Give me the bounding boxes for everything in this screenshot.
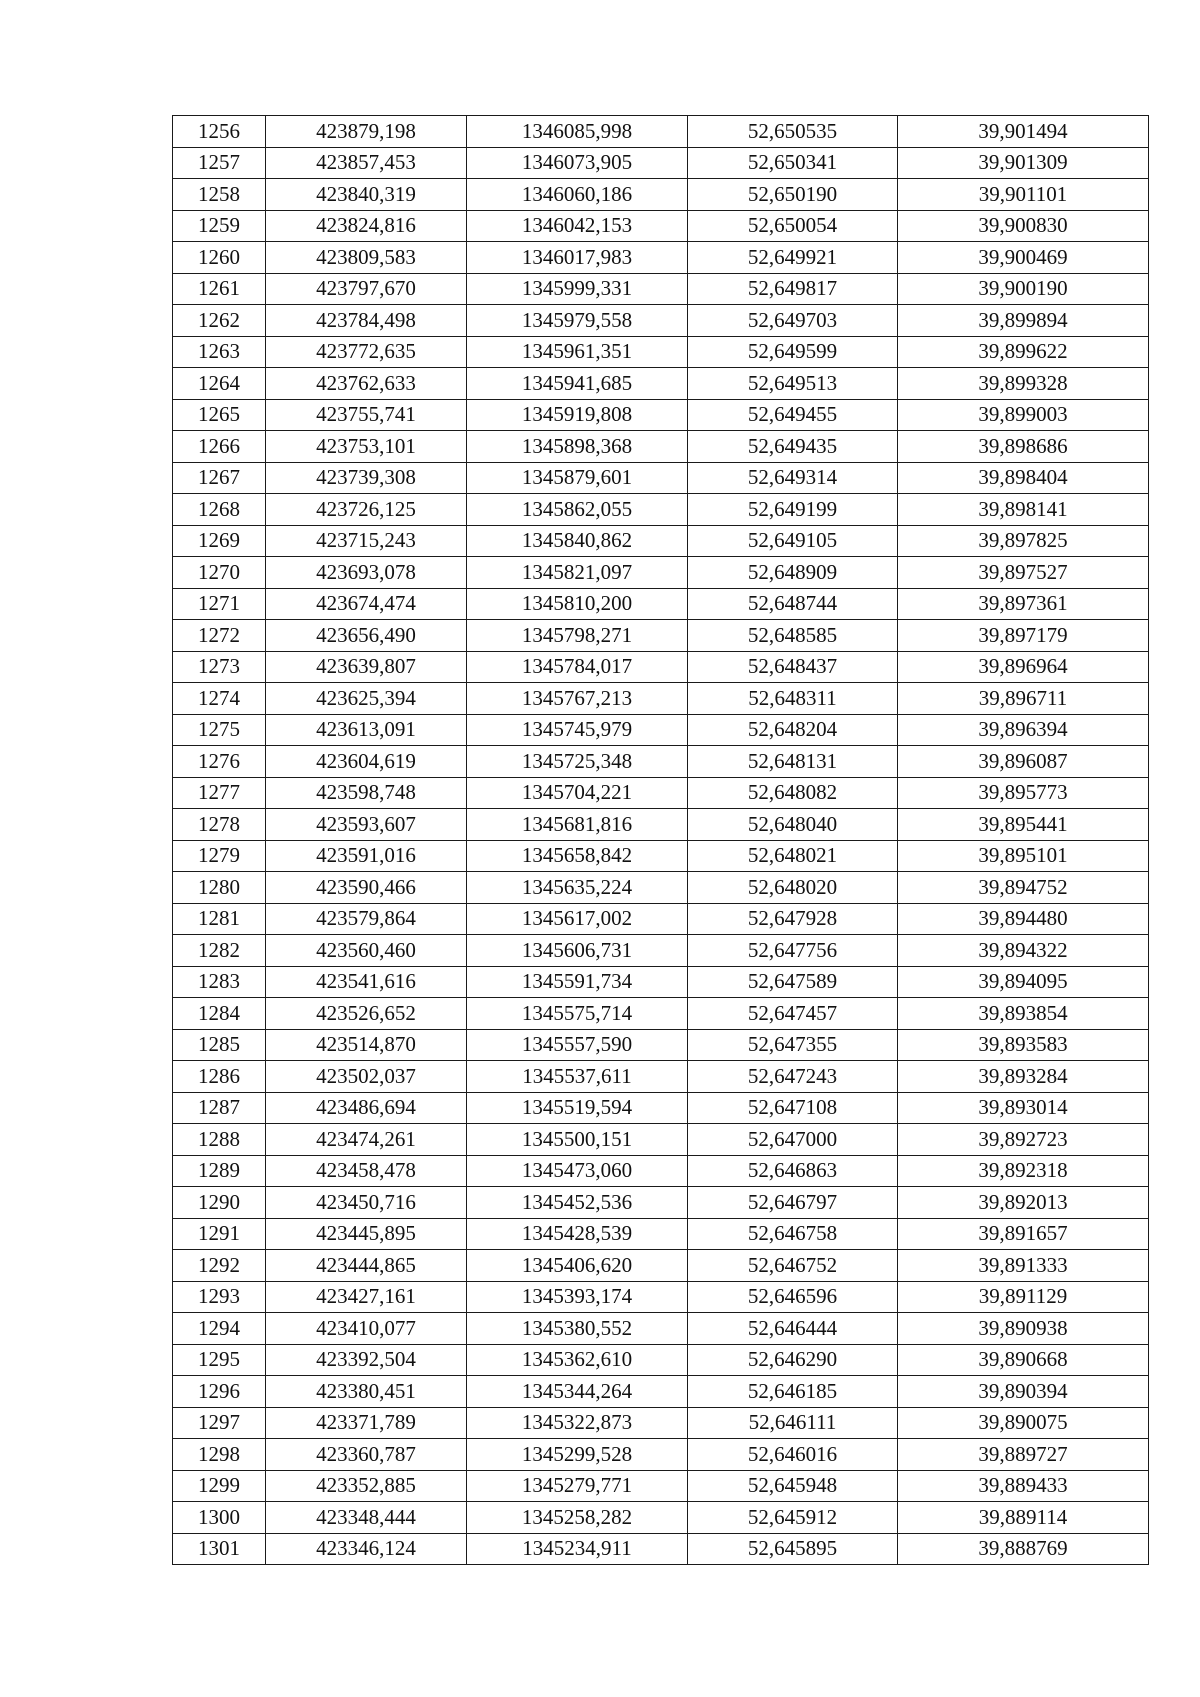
- x-coordinate-cell: 423560,460: [266, 935, 467, 967]
- longitude-cell: 39,899003: [898, 399, 1149, 431]
- longitude-cell: 39,889433: [898, 1470, 1149, 1502]
- table-row: [173, 462, 1149, 494]
- x-coordinate-cell: 423474,261: [266, 1124, 467, 1156]
- y-coordinate-cell: 1345879,601: [467, 462, 688, 494]
- longitude-cell: 39,895441: [898, 809, 1149, 841]
- y-coordinate-cell: 1345344,264: [467, 1376, 688, 1408]
- point-number-cell: 1282: [173, 935, 266, 967]
- longitude-cell: 39,900830: [898, 210, 1149, 242]
- longitude-cell: 39,890938: [898, 1313, 1149, 1345]
- y-coordinate-cell: 1345279,771: [467, 1470, 688, 1502]
- x-coordinate-cell: 423526,652: [266, 998, 467, 1030]
- point-number-cell: 1279: [173, 840, 266, 872]
- x-coordinate-cell: 423604,619: [266, 746, 467, 778]
- longitude-cell: 39,895773: [898, 777, 1149, 809]
- longitude-cell: 39,900190: [898, 273, 1149, 305]
- table-row: [173, 1439, 1149, 1471]
- point-number-cell: 1278: [173, 809, 266, 841]
- latitude-cell: 52,649817: [688, 273, 898, 305]
- x-coordinate-cell: 423625,394: [266, 683, 467, 715]
- y-coordinate-cell: 1345537,611: [467, 1061, 688, 1093]
- table-row: [173, 1250, 1149, 1282]
- point-number-cell: 1269: [173, 525, 266, 557]
- longitude-cell: 39,899622: [898, 336, 1149, 368]
- table-row: [173, 966, 1149, 998]
- latitude-cell: 52,647355: [688, 1029, 898, 1061]
- latitude-cell: 52,648744: [688, 588, 898, 620]
- longitude-cell: 39,894480: [898, 903, 1149, 935]
- latitude-cell: 52,648585: [688, 620, 898, 652]
- latitude-cell: 52,648040: [688, 809, 898, 841]
- table-row: [173, 1376, 1149, 1408]
- x-coordinate-cell: 423360,787: [266, 1439, 467, 1471]
- latitude-cell: 52,649435: [688, 431, 898, 463]
- longitude-cell: 39,889727: [898, 1439, 1149, 1471]
- y-coordinate-cell: 1345821,097: [467, 557, 688, 589]
- latitude-cell: 52,650054: [688, 210, 898, 242]
- point-number-cell: 1257: [173, 147, 266, 179]
- x-coordinate-cell: 423726,125: [266, 494, 467, 526]
- longitude-cell: 39,901494: [898, 116, 1149, 148]
- longitude-cell: 39,891129: [898, 1281, 1149, 1313]
- longitude-cell: 39,891657: [898, 1218, 1149, 1250]
- x-coordinate-cell: 423502,037: [266, 1061, 467, 1093]
- y-coordinate-cell: 1345393,174: [467, 1281, 688, 1313]
- point-number-cell: 1277: [173, 777, 266, 809]
- y-coordinate-cell: 1345428,539: [467, 1218, 688, 1250]
- y-coordinate-cell: 1345941,685: [467, 368, 688, 400]
- longitude-cell: 39,897361: [898, 588, 1149, 620]
- point-number-cell: 1271: [173, 588, 266, 620]
- y-coordinate-cell: 1345299,528: [467, 1439, 688, 1471]
- longitude-cell: 39,892318: [898, 1155, 1149, 1187]
- point-number-cell: 1290: [173, 1187, 266, 1219]
- y-coordinate-cell: 1345658,842: [467, 840, 688, 872]
- longitude-cell: 39,890394: [898, 1376, 1149, 1408]
- point-number-cell: 1281: [173, 903, 266, 935]
- point-number-cell: 1256: [173, 116, 266, 148]
- table-row: [173, 210, 1149, 242]
- coordinates-table: [172, 115, 1149, 1565]
- point-number-cell: 1264: [173, 368, 266, 400]
- x-coordinate-cell: 423410,077: [266, 1313, 467, 1345]
- table-row: [173, 1187, 1149, 1219]
- y-coordinate-cell: 1345784,017: [467, 651, 688, 683]
- y-coordinate-cell: 1345810,200: [467, 588, 688, 620]
- latitude-cell: 52,647928: [688, 903, 898, 935]
- table-row: [173, 872, 1149, 904]
- point-number-cell: 1285: [173, 1029, 266, 1061]
- table-row: [173, 777, 1149, 809]
- x-coordinate-cell: 423371,789: [266, 1407, 467, 1439]
- y-coordinate-cell: 1345575,714: [467, 998, 688, 1030]
- x-coordinate-cell: 423784,498: [266, 305, 467, 337]
- point-number-cell: 1262: [173, 305, 266, 337]
- table-row: [173, 1061, 1149, 1093]
- y-coordinate-cell: 1345362,610: [467, 1344, 688, 1376]
- y-coordinate-cell: 1346017,983: [467, 242, 688, 274]
- table-row: [173, 746, 1149, 778]
- latitude-cell: 52,647000: [688, 1124, 898, 1156]
- point-number-cell: 1270: [173, 557, 266, 589]
- latitude-cell: 52,649599: [688, 336, 898, 368]
- longitude-cell: 39,890075: [898, 1407, 1149, 1439]
- y-coordinate-cell: 1345725,348: [467, 746, 688, 778]
- longitude-cell: 39,893854: [898, 998, 1149, 1030]
- latitude-cell: 52,647457: [688, 998, 898, 1030]
- y-coordinate-cell: 1345380,552: [467, 1313, 688, 1345]
- y-coordinate-cell: 1345519,594: [467, 1092, 688, 1124]
- table-row: [173, 620, 1149, 652]
- y-coordinate-cell: 1345258,282: [467, 1502, 688, 1534]
- latitude-cell: 52,647243: [688, 1061, 898, 1093]
- y-coordinate-cell: 1345745,979: [467, 714, 688, 746]
- y-coordinate-cell: 1345798,271: [467, 620, 688, 652]
- y-coordinate-cell: 1345322,873: [467, 1407, 688, 1439]
- point-number-cell: 1299: [173, 1470, 266, 1502]
- y-coordinate-cell: 1345557,590: [467, 1029, 688, 1061]
- table-row: [173, 1155, 1149, 1187]
- longitude-cell: 39,899894: [898, 305, 1149, 337]
- x-coordinate-cell: 423346,124: [266, 1533, 467, 1565]
- latitude-cell: 52,649703: [688, 305, 898, 337]
- y-coordinate-cell: 1346073,905: [467, 147, 688, 179]
- table-row: [173, 998, 1149, 1030]
- point-number-cell: 1261: [173, 273, 266, 305]
- table-row: [173, 1502, 1149, 1534]
- longitude-cell: 39,888769: [898, 1533, 1149, 1565]
- latitude-cell: 52,646596: [688, 1281, 898, 1313]
- latitude-cell: 52,646444: [688, 1313, 898, 1345]
- latitude-cell: 52,647108: [688, 1092, 898, 1124]
- longitude-cell: 39,891333: [898, 1250, 1149, 1282]
- table-row: [173, 116, 1149, 148]
- point-number-cell: 1298: [173, 1439, 266, 1471]
- longitude-cell: 39,889114: [898, 1502, 1149, 1534]
- latitude-cell: 52,648311: [688, 683, 898, 715]
- longitude-cell: 39,898404: [898, 462, 1149, 494]
- table-row: [173, 179, 1149, 211]
- latitude-cell: 52,648082: [688, 777, 898, 809]
- y-coordinate-cell: 1346042,153: [467, 210, 688, 242]
- x-coordinate-cell: 423753,101: [266, 431, 467, 463]
- table-row: [173, 1218, 1149, 1250]
- table-row: [173, 431, 1149, 463]
- x-coordinate-cell: 423593,607: [266, 809, 467, 841]
- table-row: [173, 147, 1149, 179]
- x-coordinate-cell: 423772,635: [266, 336, 467, 368]
- point-number-cell: 1272: [173, 620, 266, 652]
- table-row: [173, 1124, 1149, 1156]
- table-row: [173, 903, 1149, 935]
- latitude-cell: 52,646797: [688, 1187, 898, 1219]
- y-coordinate-cell: 1345999,331: [467, 273, 688, 305]
- latitude-cell: 52,650535: [688, 116, 898, 148]
- longitude-cell: 39,894752: [898, 872, 1149, 904]
- point-number-cell: 1263: [173, 336, 266, 368]
- x-coordinate-cell: 423348,444: [266, 1502, 467, 1534]
- latitude-cell: 52,648204: [688, 714, 898, 746]
- y-coordinate-cell: 1345234,911: [467, 1533, 688, 1565]
- y-coordinate-cell: 1346060,186: [467, 179, 688, 211]
- table-row: [173, 557, 1149, 589]
- point-number-cell: 1276: [173, 746, 266, 778]
- longitude-cell: 39,896087: [898, 746, 1149, 778]
- longitude-cell: 39,894095: [898, 966, 1149, 998]
- x-coordinate-cell: 423857,453: [266, 147, 467, 179]
- latitude-cell: 52,646752: [688, 1250, 898, 1282]
- longitude-cell: 39,893014: [898, 1092, 1149, 1124]
- y-coordinate-cell: 1345919,808: [467, 399, 688, 431]
- y-coordinate-cell: 1345591,734: [467, 966, 688, 998]
- longitude-cell: 39,897527: [898, 557, 1149, 589]
- longitude-cell: 39,895101: [898, 840, 1149, 872]
- x-coordinate-cell: 423739,308: [266, 462, 467, 494]
- latitude-cell: 52,650190: [688, 179, 898, 211]
- table-row: [173, 273, 1149, 305]
- table-row: [173, 1092, 1149, 1124]
- x-coordinate-cell: 423427,161: [266, 1281, 467, 1313]
- table-row: [173, 714, 1149, 746]
- latitude-cell: 52,646863: [688, 1155, 898, 1187]
- longitude-cell: 39,901309: [898, 147, 1149, 179]
- latitude-cell: 52,648020: [688, 872, 898, 904]
- table-row: [173, 588, 1149, 620]
- latitude-cell: 52,649314: [688, 462, 898, 494]
- x-coordinate-cell: 423809,583: [266, 242, 467, 274]
- latitude-cell: 52,649921: [688, 242, 898, 274]
- x-coordinate-cell: 423445,895: [266, 1218, 467, 1250]
- y-coordinate-cell: 1345452,536: [467, 1187, 688, 1219]
- point-number-cell: 1286: [173, 1061, 266, 1093]
- y-coordinate-cell: 1345606,731: [467, 935, 688, 967]
- latitude-cell: 52,645912: [688, 1502, 898, 1534]
- longitude-cell: 39,896711: [898, 683, 1149, 715]
- latitude-cell: 52,646016: [688, 1439, 898, 1471]
- point-number-cell: 1288: [173, 1124, 266, 1156]
- x-coordinate-cell: 423755,741: [266, 399, 467, 431]
- x-coordinate-cell: 423797,670: [266, 273, 467, 305]
- y-coordinate-cell: 1345473,060: [467, 1155, 688, 1187]
- x-coordinate-cell: 423579,864: [266, 903, 467, 935]
- table-row: [173, 305, 1149, 337]
- latitude-cell: 52,649199: [688, 494, 898, 526]
- latitude-cell: 52,649455: [688, 399, 898, 431]
- x-coordinate-cell: 423639,807: [266, 651, 467, 683]
- x-coordinate-cell: 423591,016: [266, 840, 467, 872]
- y-coordinate-cell: 1346085,998: [467, 116, 688, 148]
- point-number-cell: 1259: [173, 210, 266, 242]
- x-coordinate-cell: 423541,616: [266, 966, 467, 998]
- point-number-cell: 1273: [173, 651, 266, 683]
- point-number-cell: 1266: [173, 431, 266, 463]
- x-coordinate-cell: 423715,243: [266, 525, 467, 557]
- table-row: [173, 651, 1149, 683]
- table-row: [173, 494, 1149, 526]
- latitude-cell: 52,648021: [688, 840, 898, 872]
- latitude-cell: 52,650341: [688, 147, 898, 179]
- point-number-cell: 1267: [173, 462, 266, 494]
- table-row: [173, 809, 1149, 841]
- latitude-cell: 52,647589: [688, 966, 898, 998]
- x-coordinate-cell: 423613,091: [266, 714, 467, 746]
- table-row: [173, 935, 1149, 967]
- longitude-cell: 39,898686: [898, 431, 1149, 463]
- longitude-cell: 39,898141: [898, 494, 1149, 526]
- x-coordinate-cell: 423352,885: [266, 1470, 467, 1502]
- y-coordinate-cell: 1345862,055: [467, 494, 688, 526]
- y-coordinate-cell: 1345961,351: [467, 336, 688, 368]
- point-number-cell: 1291: [173, 1218, 266, 1250]
- y-coordinate-cell: 1345617,002: [467, 903, 688, 935]
- point-number-cell: 1289: [173, 1155, 266, 1187]
- latitude-cell: 52,646290: [688, 1344, 898, 1376]
- point-number-cell: 1265: [173, 399, 266, 431]
- table-row: [173, 525, 1149, 557]
- longitude-cell: 39,896394: [898, 714, 1149, 746]
- x-coordinate-cell: 423392,504: [266, 1344, 467, 1376]
- y-coordinate-cell: 1345898,368: [467, 431, 688, 463]
- point-number-cell: 1301: [173, 1533, 266, 1565]
- latitude-cell: 52,648437: [688, 651, 898, 683]
- point-number-cell: 1297: [173, 1407, 266, 1439]
- y-coordinate-cell: 1345406,620: [467, 1250, 688, 1282]
- x-coordinate-cell: 423450,716: [266, 1187, 467, 1219]
- y-coordinate-cell: 1345704,221: [467, 777, 688, 809]
- longitude-cell: 39,897825: [898, 525, 1149, 557]
- x-coordinate-cell: 423674,474: [266, 588, 467, 620]
- x-coordinate-cell: 423380,451: [266, 1376, 467, 1408]
- x-coordinate-cell: 423444,865: [266, 1250, 467, 1282]
- x-coordinate-cell: 423693,078: [266, 557, 467, 589]
- table-row: [173, 1407, 1149, 1439]
- x-coordinate-cell: 423840,319: [266, 179, 467, 211]
- y-coordinate-cell: 1345840,862: [467, 525, 688, 557]
- y-coordinate-cell: 1345681,816: [467, 809, 688, 841]
- table-row: [173, 399, 1149, 431]
- point-number-cell: 1283: [173, 966, 266, 998]
- longitude-cell: 39,900469: [898, 242, 1149, 274]
- y-coordinate-cell: 1345635,224: [467, 872, 688, 904]
- table-row: [173, 368, 1149, 400]
- y-coordinate-cell: 1345500,151: [467, 1124, 688, 1156]
- longitude-cell: 39,899328: [898, 368, 1149, 400]
- point-number-cell: 1293: [173, 1281, 266, 1313]
- x-coordinate-cell: 423514,870: [266, 1029, 467, 1061]
- table-row: [173, 336, 1149, 368]
- longitude-cell: 39,893583: [898, 1029, 1149, 1061]
- point-number-cell: 1296: [173, 1376, 266, 1408]
- point-number-cell: 1274: [173, 683, 266, 715]
- x-coordinate-cell: 423590,466: [266, 872, 467, 904]
- latitude-cell: 52,648909: [688, 557, 898, 589]
- table-row: [173, 1313, 1149, 1345]
- point-number-cell: 1260: [173, 242, 266, 274]
- latitude-cell: 52,646111: [688, 1407, 898, 1439]
- point-number-cell: 1268: [173, 494, 266, 526]
- point-number-cell: 1284: [173, 998, 266, 1030]
- table-row: [173, 242, 1149, 274]
- point-number-cell: 1258: [173, 179, 266, 211]
- x-coordinate-cell: 423458,478: [266, 1155, 467, 1187]
- latitude-cell: 52,649105: [688, 525, 898, 557]
- latitude-cell: 52,645948: [688, 1470, 898, 1502]
- x-coordinate-cell: 423598,748: [266, 777, 467, 809]
- table-row: [173, 1470, 1149, 1502]
- point-number-cell: 1294: [173, 1313, 266, 1345]
- x-coordinate-cell: 423879,198: [266, 116, 467, 148]
- point-number-cell: 1280: [173, 872, 266, 904]
- latitude-cell: 52,647756: [688, 935, 898, 967]
- longitude-cell: 39,897179: [898, 620, 1149, 652]
- table-row: [173, 1029, 1149, 1061]
- x-coordinate-cell: 423762,633: [266, 368, 467, 400]
- table-row: [173, 1533, 1149, 1565]
- point-number-cell: 1292: [173, 1250, 266, 1282]
- point-number-cell: 1295: [173, 1344, 266, 1376]
- coordinates-table-body: [173, 116, 1149, 1565]
- latitude-cell: 52,648131: [688, 746, 898, 778]
- x-coordinate-cell: 423486,694: [266, 1092, 467, 1124]
- latitude-cell: 52,645895: [688, 1533, 898, 1565]
- longitude-cell: 39,901101: [898, 179, 1149, 211]
- table-row: [173, 683, 1149, 715]
- longitude-cell: 39,893284: [898, 1061, 1149, 1093]
- y-coordinate-cell: 1345979,558: [467, 305, 688, 337]
- latitude-cell: 52,646185: [688, 1376, 898, 1408]
- latitude-cell: 52,646758: [688, 1218, 898, 1250]
- point-number-cell: 1275: [173, 714, 266, 746]
- longitude-cell: 39,892723: [898, 1124, 1149, 1156]
- y-coordinate-cell: 1345767,213: [467, 683, 688, 715]
- longitude-cell: 39,896964: [898, 651, 1149, 683]
- table-row: [173, 1281, 1149, 1313]
- longitude-cell: 39,890668: [898, 1344, 1149, 1376]
- x-coordinate-cell: 423656,490: [266, 620, 467, 652]
- longitude-cell: 39,892013: [898, 1187, 1149, 1219]
- point-number-cell: 1300: [173, 1502, 266, 1534]
- table-row: [173, 1344, 1149, 1376]
- latitude-cell: 52,649513: [688, 368, 898, 400]
- longitude-cell: 39,894322: [898, 935, 1149, 967]
- point-number-cell: 1287: [173, 1092, 266, 1124]
- x-coordinate-cell: 423824,816: [266, 210, 467, 242]
- table-row: [173, 840, 1149, 872]
